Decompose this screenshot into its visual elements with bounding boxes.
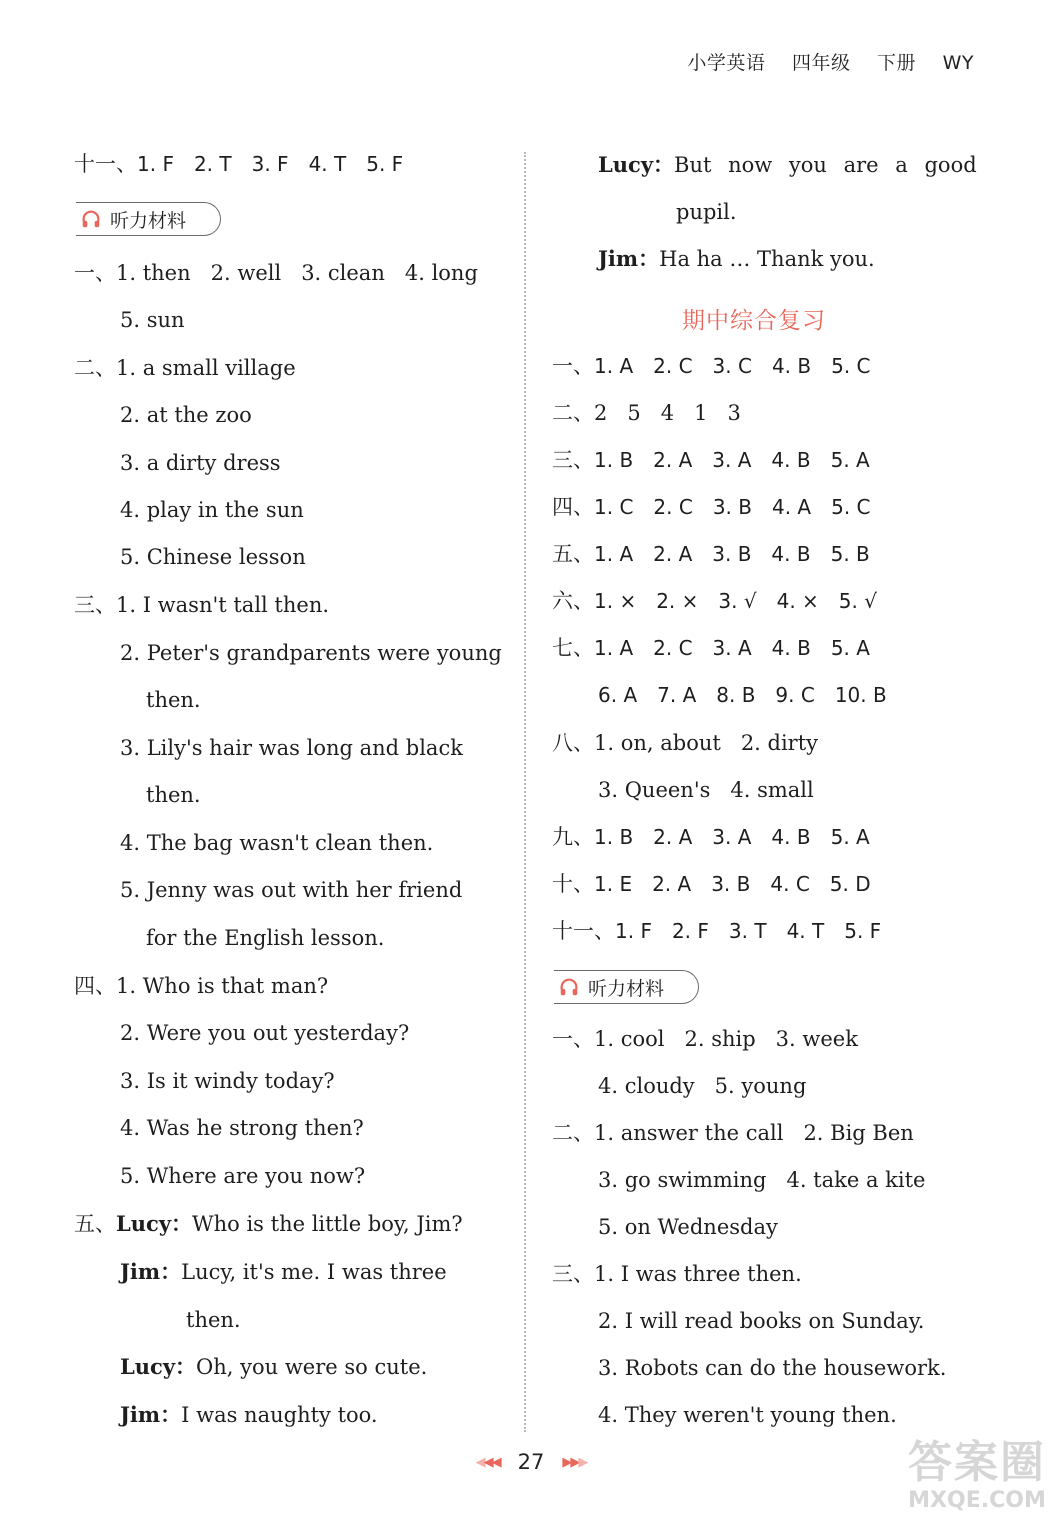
watermark-logo: 答案圈 MXQE.COM (908, 1437, 1046, 1513)
list-item: 2. Were you out yesterday? (120, 1021, 410, 1045)
header-subject: 小学英语 (687, 52, 766, 74)
answer-row-r6: 六、1. × 2. × 3. √ 4. × 5. √ (552, 589, 877, 613)
list-item: 3. Lily's hair was long and black (120, 736, 463, 760)
answer-row-r7-cont: 6. A 7. A 8. B 9. C 10. B (598, 683, 887, 707)
headphones-icon (80, 208, 102, 230)
answer-row-r1: 一、1. A 2. C 3. C 4. B 5. C (552, 354, 871, 378)
listening-row-3: 三、1. I wasn't tall then. (74, 593, 330, 617)
answer-row-r10: 十、1. E 2. A 3. B 4. C 5. D (552, 872, 871, 896)
dialog-row-3: Lucy：Oh, you were so cute. (120, 1354, 428, 1379)
list-item: 2. I will read books on Sunday. (598, 1309, 925, 1333)
dialog-row-6: Jim：Ha ha … Thank you. (598, 246, 875, 271)
answer-row-r8-cont: 3. Queen's 4. small (598, 778, 814, 802)
headphones-icon (558, 976, 580, 998)
answer-row-r2: 二、2 5 4 1 3 (552, 401, 741, 425)
dialog-row-5: Lucy：But now you are a good (598, 152, 977, 177)
triangle-right-icon: ▶▶▶ (562, 1454, 587, 1470)
page-header (667, 48, 974, 75)
dialog-row-5-cont: pupil. (676, 200, 737, 224)
answer-row-r9: 九、1. B 2. A 3. A 4. B 5. A (552, 825, 870, 849)
list-item-cont: for the English lesson. (146, 926, 385, 950)
list-item: 5. Jenny was out with her friend (120, 878, 463, 902)
answer-row-r7: 七、1. A 2. C 3. A 4. B 5. A (552, 636, 870, 660)
list-item-cont: then. (146, 783, 201, 807)
listening-row-2: 二、1. a small village (74, 356, 296, 380)
list-item: 5. on Wednesday (598, 1215, 778, 1239)
listening-row-r1-cont: 4. cloudy 5. young (598, 1074, 807, 1098)
listening-row-r1: 一、1. cool 2. ship 3. week (552, 1027, 858, 1051)
list-item: 3. Robots can do the housework. (598, 1356, 947, 1380)
dialog-row-2-cont: then. (186, 1308, 241, 1332)
listening-material-badge: 听力材料 (554, 970, 699, 1004)
list-item-cont: then. (146, 688, 201, 712)
listening-row-1: 一、1. then 2. well 3. clean 4. long (74, 261, 478, 285)
listening-row-1-cont: 5. sun (120, 308, 185, 332)
answer-row-r3: 三、1. B 2. A 3. A 4. B 5. A (552, 448, 870, 472)
list-item: 2. at the zoo (120, 403, 252, 427)
header-volume: 下册 (877, 52, 917, 74)
dialog-row-1: 五、Lucy：Who is the little boy, Jim? (74, 1211, 463, 1236)
list-item: 4. They weren't young then. (598, 1403, 897, 1427)
header-edition: WY (942, 52, 974, 74)
answer-row-r8: 八、1. on, about 2. dirty (552, 731, 819, 755)
listening-material-badge: 听力材料 (76, 202, 221, 236)
listening-row-r3: 三、1. I was three then. (552, 1262, 802, 1286)
list-item: 3. Is it windy today? (120, 1069, 335, 1093)
list-item: 5. Chinese lesson (120, 545, 306, 569)
page-number: 27 (517, 1450, 545, 1474)
answer-row-11: 十一、1. F 2. T 3. F 4. T 5. F (74, 152, 404, 176)
answer-row-r4: 四、1. C 2. C 3. B 4. A 5. C (552, 495, 871, 519)
answer-row-r5: 五、1. A 2. A 3. B 4. B 5. B (552, 542, 870, 566)
listening-row-r2-cont: 3. go swimming 4. take a kite (598, 1168, 926, 1192)
header-grade: 四年级 (791, 52, 851, 74)
list-item: 3. a dirty dress (120, 451, 281, 475)
list-item: 2. Peter's grandparents were young (120, 641, 502, 665)
section-title: 期中综合复习 (682, 308, 826, 334)
list-item: 4. Was he strong then? (120, 1116, 364, 1140)
answer-row-r11: 十一、1. F 2. F 3. T 4. T 5. F (552, 919, 882, 943)
list-item: 4. play in the sun (120, 498, 304, 522)
dialog-row-2: Jim：Lucy, it's me. I was three (120, 1259, 447, 1284)
dialog-row-4: Jim：I was naughty too. (120, 1402, 378, 1427)
listening-row-4: 四、1. Who is that man? (74, 974, 329, 998)
listening-row-r2: 二、1. answer the call 2. Big Ben (552, 1121, 914, 1145)
column-divider (524, 152, 526, 1432)
list-item: 4. The bag wasn't clean then. (120, 831, 434, 855)
list-item: 5. Where are you now? (120, 1164, 366, 1188)
triangle-left-icon: ◀◀◀ (475, 1454, 500, 1470)
